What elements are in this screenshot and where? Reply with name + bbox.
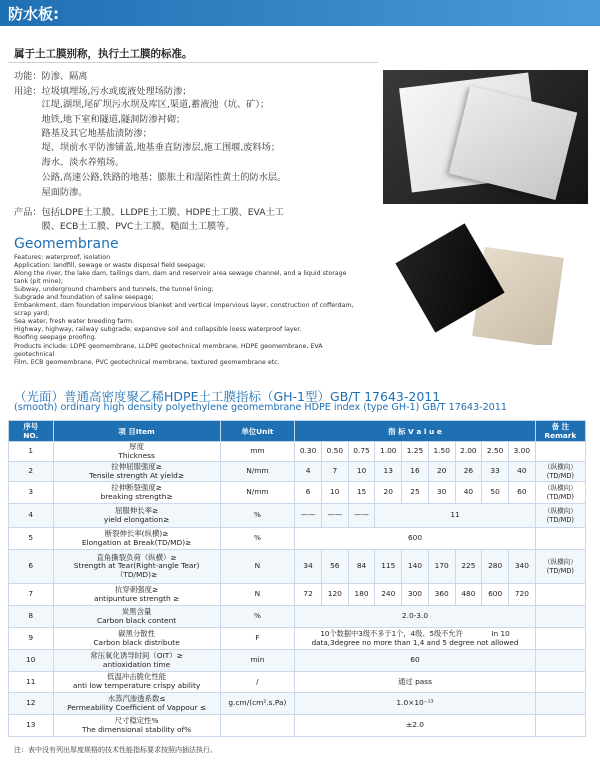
cn-line: 江堤,湖坝,尾矿坝污水坝及库区,渠道,蓄液池（坑、矿）； <box>14 99 270 110</box>
cn-line: 膜、ECB土工膜、PVC土工膜、糙面土工膜等。 <box>14 221 235 232</box>
spec-subtitle: (smooth) ordinary high density polyethylene geomembrane HDPE index (type GH-1) GB/T 17643-2011 <box>14 402 507 413</box>
cn-line: 地铁,地下室和隧道,隧洞防渗衬砌； <box>14 114 186 125</box>
table-row: 7 抗穿刺强度≥ antipunture strength ≥ N 72 120 180 240 300 360 480 600 720 <box>9 584 586 606</box>
cn-line: 公路,高速公路,铁路的地基；膨胀土和湿陷性黄土的防水层。 <box>14 172 287 183</box>
col-item-header: 项 目Item <box>53 421 220 442</box>
table-row: 5 断裂伸长率(纵横)≥ Elongation at Break(TD/MD)≥ % 600 <box>9 528 586 550</box>
table-row: 11 低温冲击脆化性能 anti low temperature crispy ability / 通过 pass <box>9 672 586 693</box>
white-membrane-photo <box>383 70 588 204</box>
cn-line: 屋面防渗。 <box>14 187 88 198</box>
en-line: Application: landfill, sewage or waste disposal field seepage; <box>14 262 206 270</box>
table-row: 2 拉伸屈服强度≥ Tensile strength At yield≥ N/mm 4 7 10 13 16 20 26 33 40 （纵横向）(TD/MD) <box>9 462 586 482</box>
table-row: 4 屈服伸长率≥ yield elongation≥ % —— —— —— 11 （纵横向）(TD/MD) <box>9 504 586 528</box>
table-row: 3 拉伸断裂强度≥ breaking strength≥ N/mm 6 10 15 20 25 30 40 50 60 （纵横向）(TD/MD) <box>9 482 586 504</box>
header-bar <box>0 0 600 26</box>
divider <box>8 62 378 63</box>
table-row: 9 碳黑分散性 Carbon black distribute F 10个数据中3级不多于1个，4级、5级不允许 In 10 data,3degree no more than 1,4 and 5 degree not allowed <box>9 628 586 650</box>
spec-table <box>8 420 586 737</box>
en-line: Features: waterproof, isolation <box>14 254 111 261</box>
en-line: Products include: LDPE geomembrane, LLDPE geotechnical membrane, HDPE geomembrane, EVA geotechnical <box>14 342 323 358</box>
cn-line: 堤、坝前水平防渗铺盖,地基垂直防渗层,施工围堰,废料场； <box>14 142 281 153</box>
col-remark-header: 备 注 Remark <box>535 421 585 442</box>
en-line: Roofing seepage proofing. <box>14 334 97 342</box>
col-no-header: 序号 NO. <box>9 421 54 442</box>
page-title: 防水板: <box>8 5 59 23</box>
cn-line: 功能：防渗、隔离 <box>14 71 88 82</box>
en-line: Subway, underground chambers and tunnels, the tunnel lining; <box>14 286 214 294</box>
english-intro <box>14 254 359 367</box>
cn-line: 路基及其它地基盐渍防渗； <box>14 128 152 139</box>
en-line: Film, ECB geomembrane, PVC geotechnical membrane, textured geomembrane etc. <box>14 358 280 366</box>
table-row: 6 直角撕裂负荷（纵横）≥ Strength at Tear(Right-angle Tear)（TD/MD)≥ N 34 56 84 115 140 170 225 280 340 （纵横向）(TD/MD) <box>9 550 586 584</box>
col-value-header: 指 标 V a l u e <box>295 421 536 442</box>
table-row: 12 水蒸汽渗透系数≤ Permeability Coefficient of Vappour ≤ g.cm/(cm².s.Pa) 1.0×10⁻¹³ <box>9 693 586 715</box>
black-membrane-photo <box>383 210 588 345</box>
table-row: 13 尺寸稳定性% The dimensional stability of% ±2.0 <box>9 715 586 737</box>
cn-line: 产品：包括LDPE土工膜、LLDPE土工膜、HDPE土工膜、EVA土工 <box>14 207 284 218</box>
en-line: Highway, highway, railway subgrade; expansive soil and collapsible loess waterproof layer. <box>14 326 302 334</box>
cn-line: 用途：垃圾填埋场,污水或废液处理场防渗； <box>14 86 192 97</box>
col-unit-header: 单位Unit <box>220 421 295 442</box>
spec-title: （光面）普通高密度聚乙稀HDPE土工膜指标（GH-1型）GB/T 17643-2011 <box>14 389 441 404</box>
subtitle: 属于土工膜别称，执行土工膜的标准。 <box>14 48 193 60</box>
en-line: Embankment, dam foundation impervious blanket and vertical impervious layer, construction of cofferdam, scrap yard; <box>14 302 354 318</box>
en-line: Subgrade and foundation of saline seepage; <box>14 294 154 302</box>
table-row: 8 炭黑含量 Carbon black content % 2.0-3.0 <box>9 606 586 628</box>
table-row: 10 常压氧化诱导时间（OIT）≥ antioxidation time min 60 <box>9 650 586 672</box>
en-line: Sea water, fresh water breeding farm. <box>14 318 135 326</box>
geomembrane-title: Geomembrane <box>14 236 119 252</box>
table-note: 注：表中没有列出厚度规格的技术性能指标要求按照内插法执行。 <box>14 746 217 754</box>
table-row: 1 厚度 Thickness mm 0.30 0.50 0.75 1.00 1.25 1.50 2.00 2.50 3.00 <box>9 442 586 462</box>
en-line: Along the river, the lake dam, tailings dam, dam and reservoir area sewage channel, and a liquid storage tank (pit mine); <box>14 270 347 286</box>
cn-line: 海水、淡水养殖场。 <box>14 157 125 168</box>
